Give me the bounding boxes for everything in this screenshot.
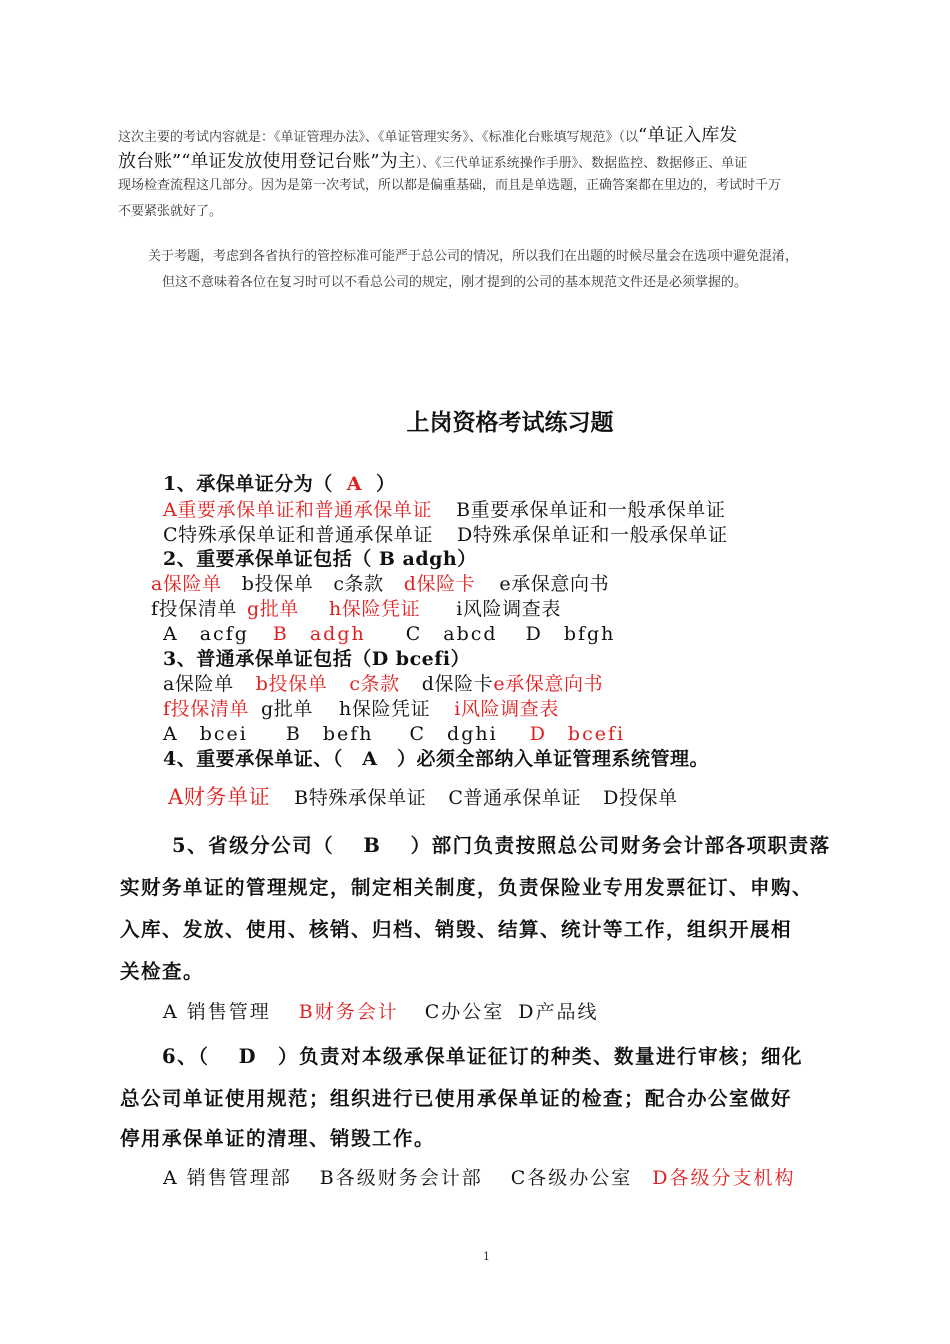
item-a: a保险单 [151, 573, 222, 595]
question-3-options [163, 719, 625, 746]
item-e: e承保意向书 [493, 673, 604, 695]
item-b: b投保单 [241, 573, 314, 595]
option-b: B重要承保单证和一般承保单证 [456, 499, 726, 521]
option-d: D bcefi [529, 723, 626, 745]
item-g: g批单 [247, 598, 300, 620]
option-a: A 销售管理部 [163, 1167, 292, 1189]
item-d: d保险卡 [421, 673, 494, 695]
intro-emphasis: 放台账”“单证发放使用登记台账”为主 [118, 151, 416, 172]
question-6-line-3: 停用承保单证的清理、销毁工作。 [120, 1127, 436, 1150]
item-c: c条款 [333, 573, 384, 595]
item-h: h保险凭证 [329, 598, 421, 620]
option-a: A acfg [163, 623, 249, 645]
note-line-1: 关于考题，考虑到各省执行的管控标准可能严于总公司的情况，所以我们在出题的时候尽量会在选项中避免混淆， [148, 249, 799, 264]
option-b: B特殊承保单证 [294, 787, 427, 809]
option-a: A重要承保单证和普通承保单证 [163, 499, 433, 521]
question-5-line-1: 5、省级分公司（ B ）部门负责按照总公司财务会计部各项职责落 [172, 834, 831, 857]
option-a: A财务单证 [168, 785, 271, 809]
option-c: C dghi [409, 723, 498, 745]
question-5-line-3: 入库、发放、使用、核销、归档、销毁、结算、统计等工作，组织开展相 [120, 918, 793, 941]
option-b: B各级财务会计部 [319, 1167, 483, 1189]
item-f: f投保清单 [163, 698, 250, 720]
item-h: h保险凭证 [339, 698, 431, 720]
option-b: B befh [285, 723, 374, 745]
question-6-line-2: 总公司单证使用规范；组织进行已使用承保单证的检查；配合办公室做好 [120, 1087, 793, 1110]
item-g: g批单 [261, 698, 314, 720]
option-d: D产品线 [518, 1001, 599, 1023]
option-b: B财务会计 [298, 1001, 399, 1023]
question-2-options [163, 619, 615, 646]
item-f: f投保清单 [151, 598, 238, 620]
item-c: c条款 [349, 673, 400, 695]
item-e: e承保意向书 [499, 573, 610, 595]
option-d: D投保单 [603, 787, 678, 809]
question-3-items-row-2 [163, 694, 559, 721]
stem-text: 1、承保单证分为（ [163, 473, 333, 495]
question-5-options [163, 997, 599, 1024]
question-2-items-row-2 [151, 594, 561, 621]
question-3-items-row-1 [163, 669, 603, 696]
option-c: C办公室 [424, 1001, 505, 1023]
option-d: D bfgh [525, 623, 616, 645]
question-6-line-1: 6、（ D ）负责对本级承保单证征订的种类、数量进行审核；细化 [162, 1045, 804, 1068]
item-d: d保险卡 [403, 573, 476, 595]
item-b: b投保单 [255, 673, 328, 695]
question-4-options [168, 781, 678, 811]
option-c: C abcd [405, 623, 498, 645]
intro-line-3: 现场检查流程这几部分。因为是第一次考试，所以都是偏重基础，而且是单选题，正确答案都在里边的，考试时千万 [118, 178, 782, 193]
option-c: C普通承保单证 [448, 787, 582, 809]
option-a: A 销售管理 [163, 1001, 271, 1023]
option-c: C特殊承保单证和普通承保单证 [163, 524, 433, 546]
question-3-stem: 3、普通承保单证包括（D bcefi） [163, 648, 471, 670]
answer-mark: A [346, 473, 362, 495]
page-title: 上岗资格考试练习题 [406, 409, 614, 436]
note-line-2: 但这不意味着各位在复习时可以不看总公司的规定，刚才提到的公司的基本规范文件还是必须掌握的。 [162, 275, 748, 290]
question-1-options-row-1 [163, 495, 726, 522]
page-number: 1 [483, 1250, 490, 1263]
item-a: a保险单 [163, 673, 234, 695]
question-6-options [163, 1163, 796, 1190]
intro-emphasis: “单证入库发 [638, 125, 738, 146]
question-1-stem [163, 469, 396, 496]
option-d: D特殊承保单证和一般承保单证 [456, 524, 728, 546]
option-b: B adgh [272, 623, 366, 645]
option-a: A bcei [163, 723, 248, 745]
item-i: i风险调查表 [454, 698, 559, 720]
option-c: C各级办公室 [510, 1167, 633, 1189]
question-5-line-2: 实财务单证的管理规定，制定相关制度，负责保险业专用发票征订、申购、 [120, 876, 814, 899]
stem-text: ） [375, 473, 396, 495]
question-2-stem: 2、重要承保单证包括（ B adgh） [163, 548, 477, 570]
intro-line-4: 不要紧张就好了。 [118, 204, 223, 219]
question-2-items-row-1 [151, 569, 609, 596]
item-i: i风险调查表 [456, 598, 561, 620]
intro-text: ）、《三代单证系统操作手册》、数据监控、数据修正、单证 [415, 156, 748, 171]
question-4-stem: 4、重要承保单证、（ A ）必须全部纳入单证管理系统管理。 [163, 748, 709, 770]
intro-text: 这次主要的考试内容就是：《单证管理办法》、《单证管理实务》、《标准化台账填写规范》（以 [118, 130, 639, 145]
question-5-line-4: 关检查。 [120, 960, 205, 983]
question-1-options-row-2 [163, 520, 728, 547]
option-d: D各级分支机构 [652, 1167, 796, 1189]
